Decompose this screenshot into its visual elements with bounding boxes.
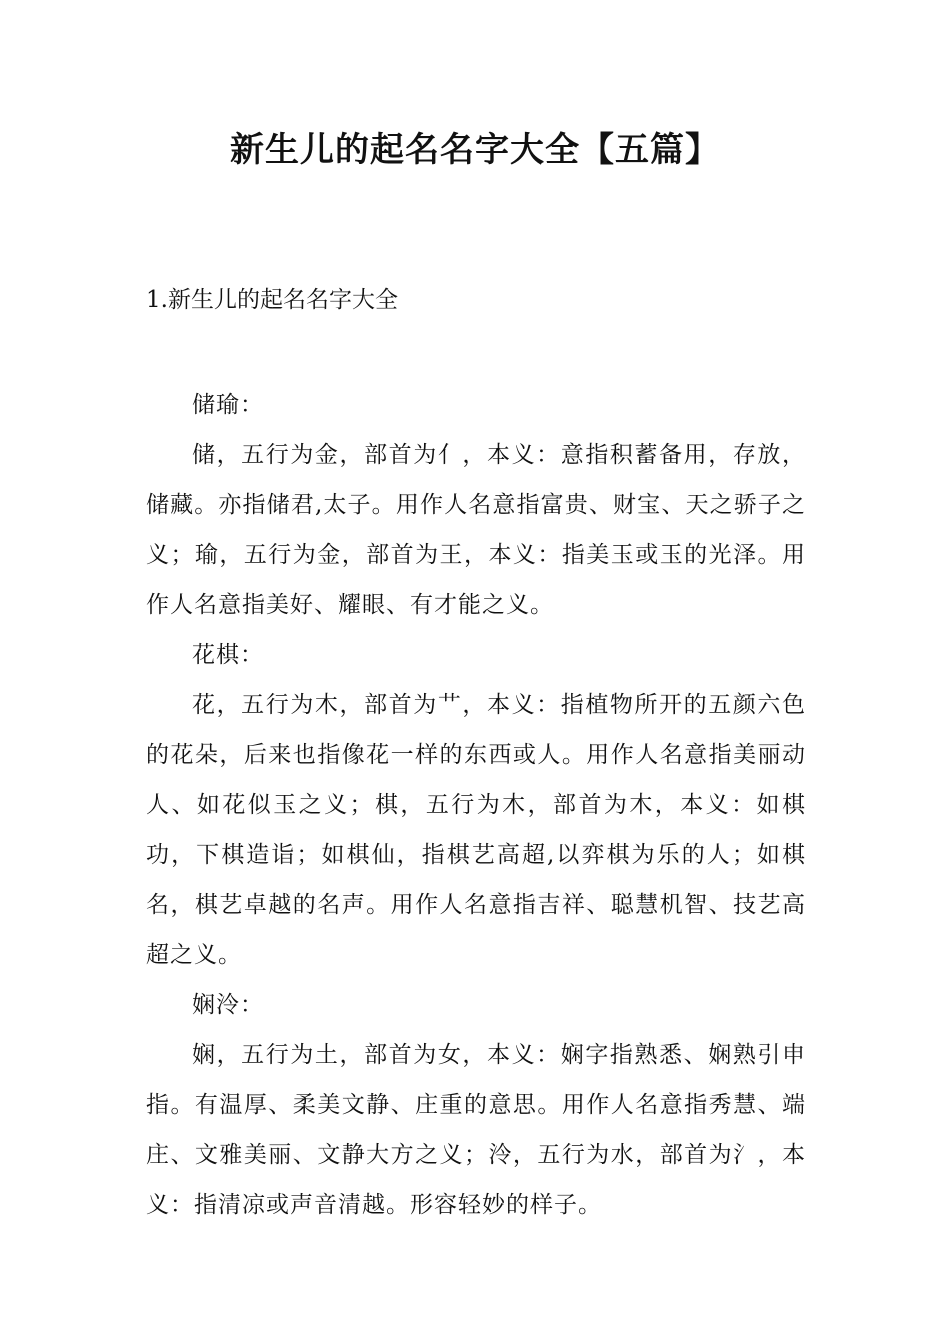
name-description-xianling: 娴，五行为土，部首为女，本义：娴字指熟悉、娴熟引申指。有温厚、柔美文静、庄重的意思。用作人名意指秀慧、端庄、文雅美丽、文静大方之义；泠，五行为水，部首为氵，本义：指清凉或声音清越。形容轻妙的样子。 — [146, 1042, 806, 1218]
name-description-huaqi: 花，五行为木，部首为艹，本义：指植物所开的五颜六色的花朵，后来也指像花一样的东西或人。用作人名意指美丽动人、如花似玉之义；棋，五行为木，部首为木，本义：如棋功，下棋造诣；如棋仙，指棋艺高超,以弈棋为乐的人；如棋名，棋艺卓越的名声。用作人名意指吉祥、聪慧机智、技艺高超之义。 — [146, 692, 806, 968]
name-label-chuyu: 储瑜： — [192, 392, 264, 418]
section-heading: 1.新生儿的起名名字大全 — [146, 287, 398, 313]
name-label-xianling: 娴泠： — [192, 992, 264, 1018]
name-description-chuyu: 储，五行为金，部首为亻，本义：意指积蓄备用，存放，储藏。亦指储君,太子。用作人名意指富贵、财宝、天之骄子之义；瑜，五行为金，部首为王，本义：指美玉或玉的光泽。用作人名意指美好、耀眼、有才能之义。 — [146, 442, 806, 618]
name-label-huaqi: 花棋： — [192, 642, 264, 668]
document-body — [146, 380, 806, 1230]
document-title: 新生儿的起名名字大全【五篇】 — [230, 130, 720, 170]
